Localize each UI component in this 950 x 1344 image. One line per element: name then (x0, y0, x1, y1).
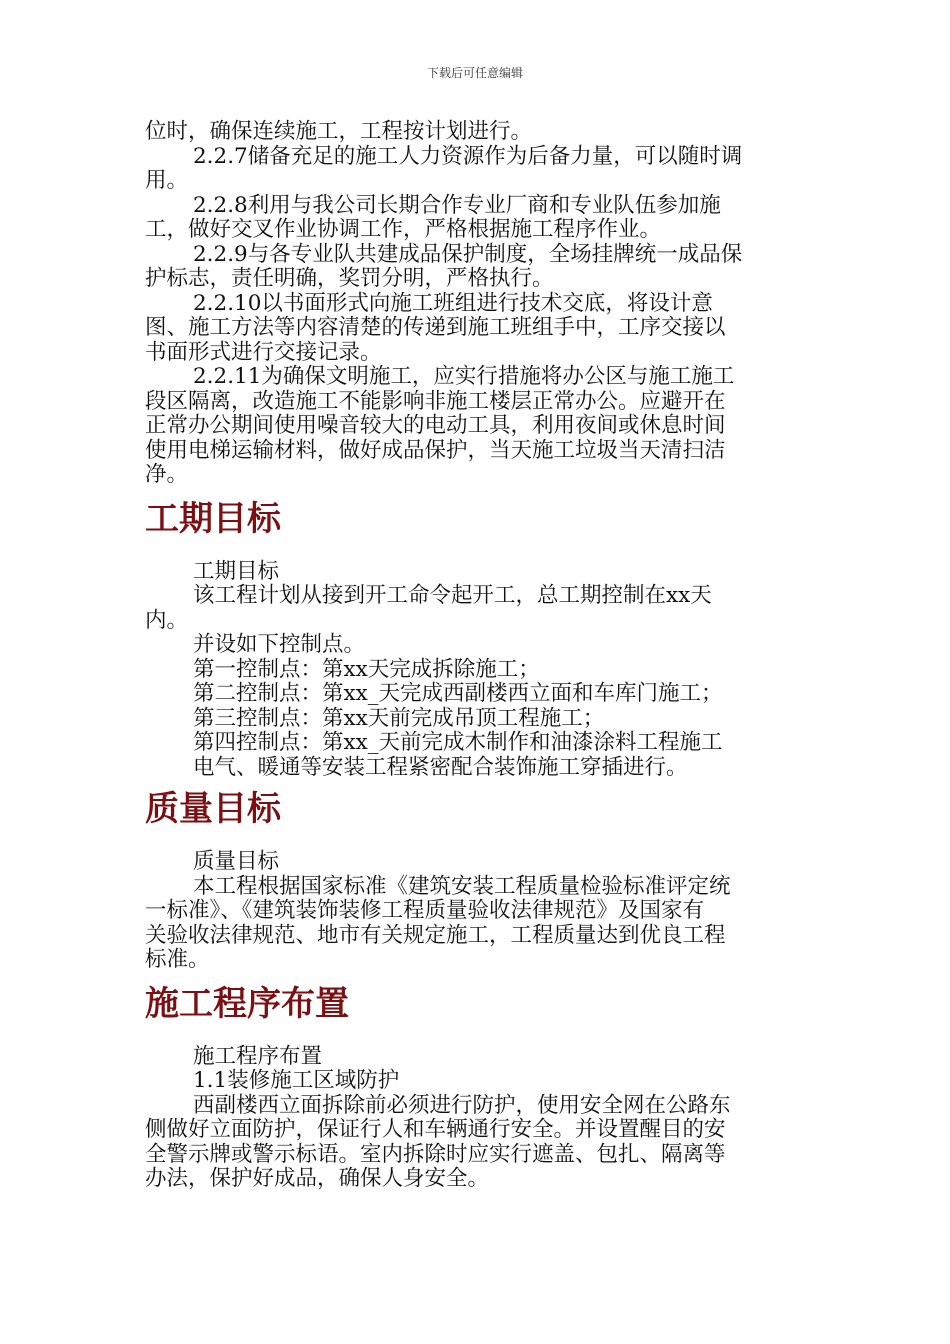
section-subtitle: 施工程序布置 (193, 1043, 323, 1069)
paragraph-line: 电气、暖通等安装工程紧密配合装饰施工穿插进行。 (193, 754, 688, 780)
paragraph-line: 全警示牌或警示标语。室内拆除时应实行遮盖、包扎、隔离等 (145, 1141, 726, 1167)
paragraph-line: 使用电梯运输材料，做好成品保护，当天施工垃圾当天清扫洁 (145, 437, 726, 463)
section-heading-procedure: 施工程序布置 (145, 983, 349, 1024)
paragraph-line: 西副楼西立面拆除前必须进行防护，使用安全网在公路东 (193, 1092, 731, 1118)
section-heading-quality: 质量目标 (145, 789, 281, 829)
paragraph-line: 段区隔离，改造施工不能影响非施工楼层正常办公。应避开在 (145, 388, 726, 414)
paragraph-line: 2.2.9与各专业队共建成品保护制度，全场挂牌统一成品保 (193, 241, 743, 267)
paragraph-line: 标准。 (145, 947, 210, 972)
paragraph-line: 书面形式进行交接记录。 (145, 339, 382, 365)
control-point-line: 第二控制点：第xx_天完成西副楼西立面和车库门施工； (193, 681, 723, 706)
page-header-note: 下载后可任意编辑 (426, 66, 523, 80)
section-subtitle: 工期目标 (193, 558, 280, 584)
paragraph-line: 工，做好交叉作业协调工作，严格根据施工程序作业。 (145, 217, 662, 242)
paragraph-line: 一标准》、《建筑装饰装修工程质量验收法律规范》及国家有 (145, 898, 705, 923)
control-point-line: 第一控制点：第xx天完成拆除施工； (193, 656, 540, 682)
paragraph-line: 护标志，责任明确，奖罚分明，严格执行。 (145, 266, 554, 291)
paragraph-line: 位时，确保连续施工，工程按计划进行。 (145, 119, 533, 144)
paragraph-line: 关验收法律规范、地市有关规定施工，工程质量达到优良工程 (145, 922, 726, 948)
paragraph-line: 净。 (145, 462, 189, 487)
control-point-line: 第三控制点：第xx天前完成吊顶工程施工； (193, 705, 605, 731)
paragraph-line: 侧做好立面防护，保证行人和车辆通行安全。并设置醒目的安 (145, 1117, 726, 1142)
paragraph-line: 该工程计划从接到开工命令起开工，总工期控制在xx天 (193, 583, 712, 608)
paragraph-line: 用。 (145, 168, 189, 193)
document-body (145, 120, 810, 1192)
paragraph-line: 并设如下控制点。 (193, 632, 366, 657)
paragraph-line: 2.2.11为确保文明施工，应实行措施将办公区与施工施工 (193, 364, 735, 389)
paragraph-line: 图、施工方法等内容清楚的传递到施工班组手中，工序交接以 (145, 315, 726, 340)
control-point-line: 第四控制点：第xx_天前完成木制作和油漆涂料工程施工 (193, 730, 723, 755)
paragraph-line: 2.2.8利用与我公司长期合作专业厂商和专业队伍参加施 (193, 192, 721, 218)
paragraph-line: 本工程根据国家标准《建筑安装工程质量检验标准评定统 (193, 873, 731, 899)
paragraph-line: 办法，保护好成品，确保人身安全。 (145, 1166, 490, 1191)
section-heading-schedule: 工期目标 (145, 498, 281, 539)
paragraph-line: 正常办公期间使用噪音较大的电动工具，利用夜间或休息时间 (145, 413, 726, 438)
paragraph-line: 2.2.10以书面形式向施工班组进行技术交底，将设计意 (193, 290, 713, 316)
section-subtitle: 质量目标 (193, 849, 280, 874)
subsection-title: 1.1装修施工区域防护 (193, 1068, 400, 1093)
paragraph-line: 内。 (145, 607, 189, 633)
paragraph-line: 2.2.7储备充足的施工人力资源作为后备力量，可以随时调 (193, 143, 743, 169)
